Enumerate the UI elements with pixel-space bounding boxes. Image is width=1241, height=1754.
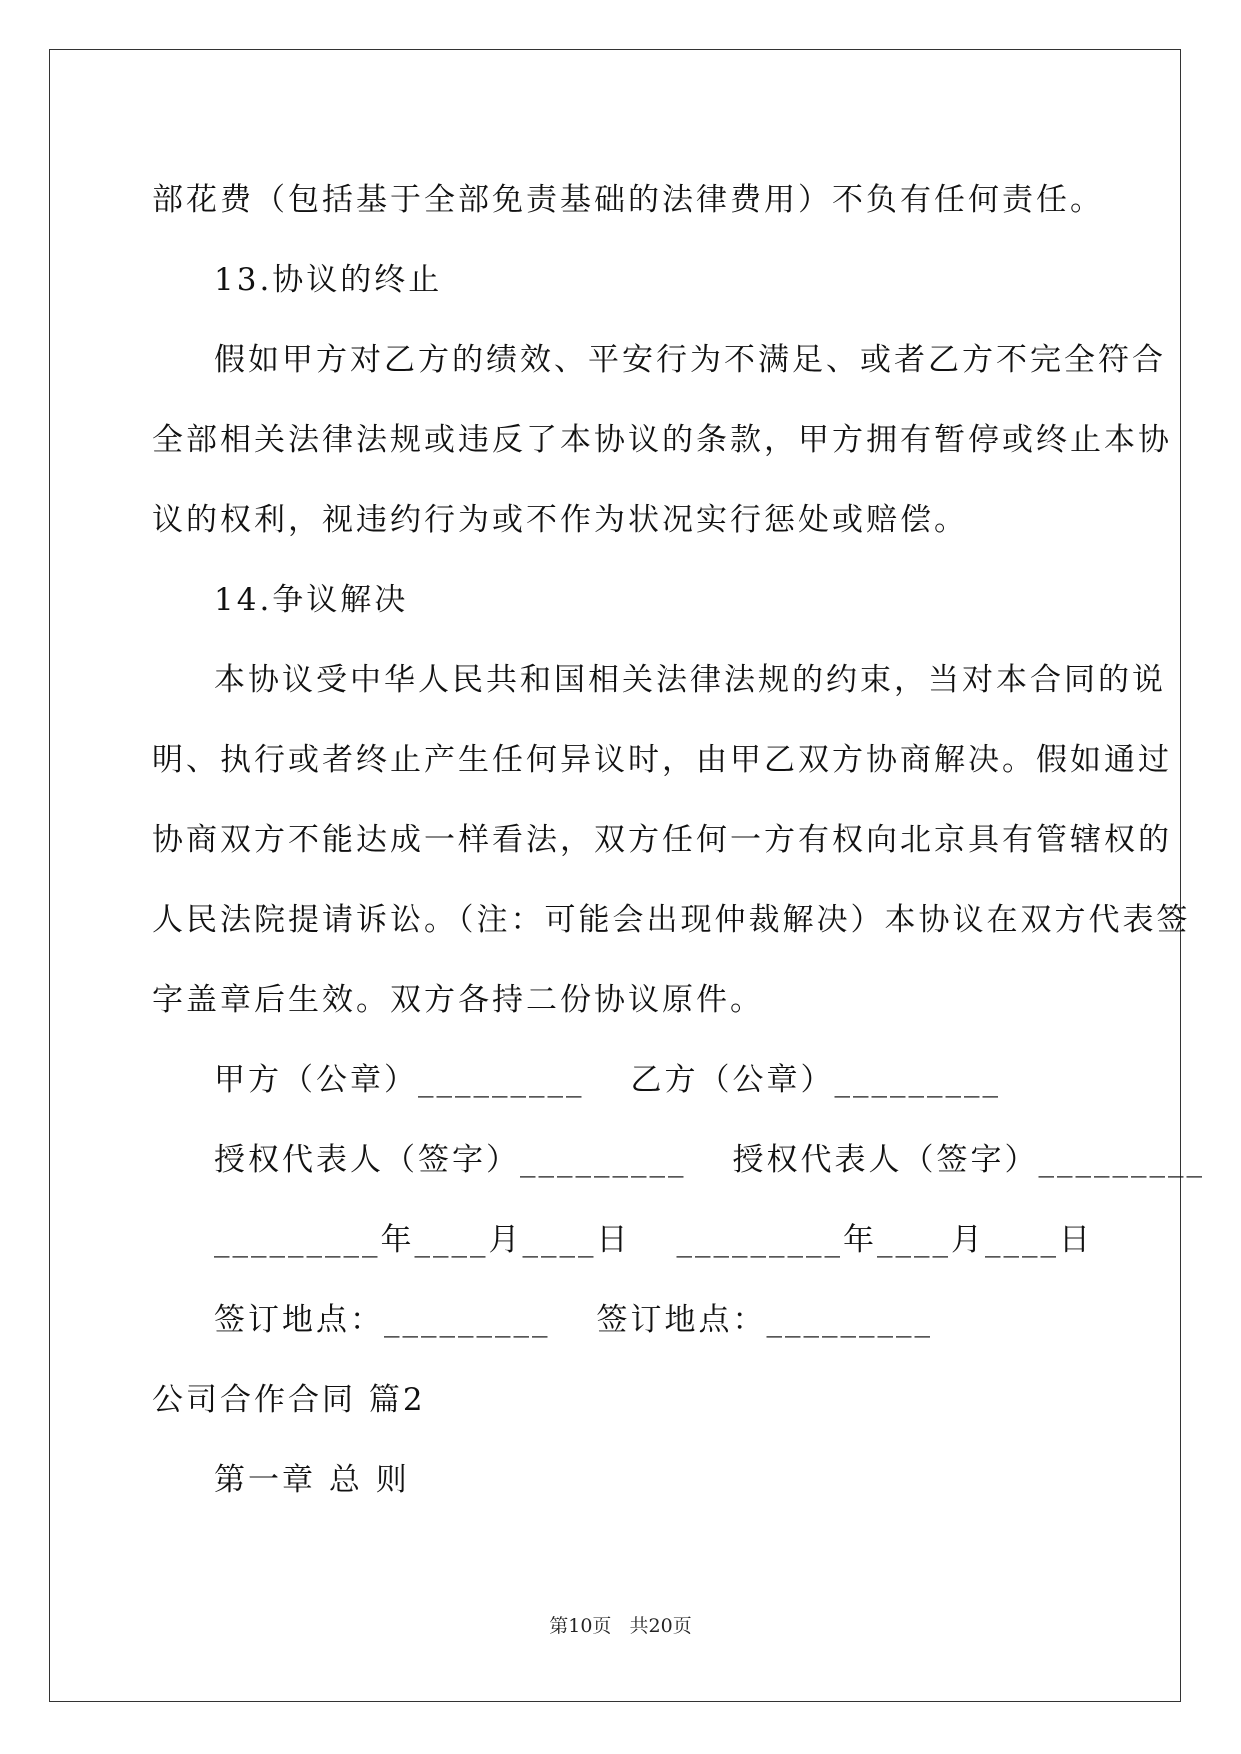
paragraph-line: 明、执行或者终止产生任何异议时，由甲乙双方协商解决。假如通过	[152, 742, 1172, 778]
paragraph-line: 本协议受中华人民共和国相关法律法规的约束，当对本合同的说	[214, 662, 1166, 698]
signature-row-representative	[152, 1120, 1205, 1200]
paragraph-line: 议的权利，视违约行为或不作为状况实行惩处或赔偿。	[152, 502, 968, 538]
clause-heading-14: 14.争议解决	[214, 582, 409, 618]
page-footer	[0, 1611, 1241, 1638]
signature-row-place	[152, 1280, 1082, 1360]
paragraph-line: 部花费（包括基于全部免责基础的法律费用）不负有任何责任。	[152, 182, 1104, 218]
paragraph-line: 全部相关法律法规或违反了本协议的条款，甲方拥有暂停或终止本协	[152, 422, 1172, 458]
paragraph-line: 字盖章后生效。双方各持二份协议原件。	[152, 982, 764, 1018]
chapter-title: 第一章 总 则	[214, 1462, 410, 1498]
party-b-seal: 乙方（公章）_________	[630, 1062, 1001, 1098]
party-a-seal: 甲方（公章）_________	[214, 1062, 585, 1098]
party-a-place: 签订地点：_________	[214, 1302, 551, 1338]
section-title: 公司合作合同 篇2	[152, 1382, 426, 1418]
document-body	[152, 160, 1205, 1520]
page-number-label: 第10页 共20页	[549, 1615, 692, 1637]
signature-row-date	[152, 1200, 1093, 1280]
party-b-date: _________年____月____日	[676, 1222, 1093, 1258]
clause-heading-13: 13.协议的终止	[214, 262, 443, 298]
paragraph-line: 协商双方不能达成一样看法，双方任何一方有权向北京具有管辖权的	[152, 822, 1172, 858]
paragraph-line: 假如甲方对乙方的绩效、平安行为不满足、或者乙方不完全符合	[214, 342, 1166, 378]
party-b-place: 签订地点：_________	[596, 1302, 933, 1338]
party-b-representative: 授权代表人（签字）_________	[732, 1142, 1205, 1178]
party-a-representative: 授权代表人（签字）_________	[214, 1142, 687, 1178]
signature-row-seal	[152, 1040, 1082, 1120]
party-a-date: _________年____月____日	[214, 1222, 631, 1258]
paragraph-line: 人民法院提请诉讼。（注：可能会出现仲裁解决）本协议在双方代表签	[152, 902, 1191, 938]
